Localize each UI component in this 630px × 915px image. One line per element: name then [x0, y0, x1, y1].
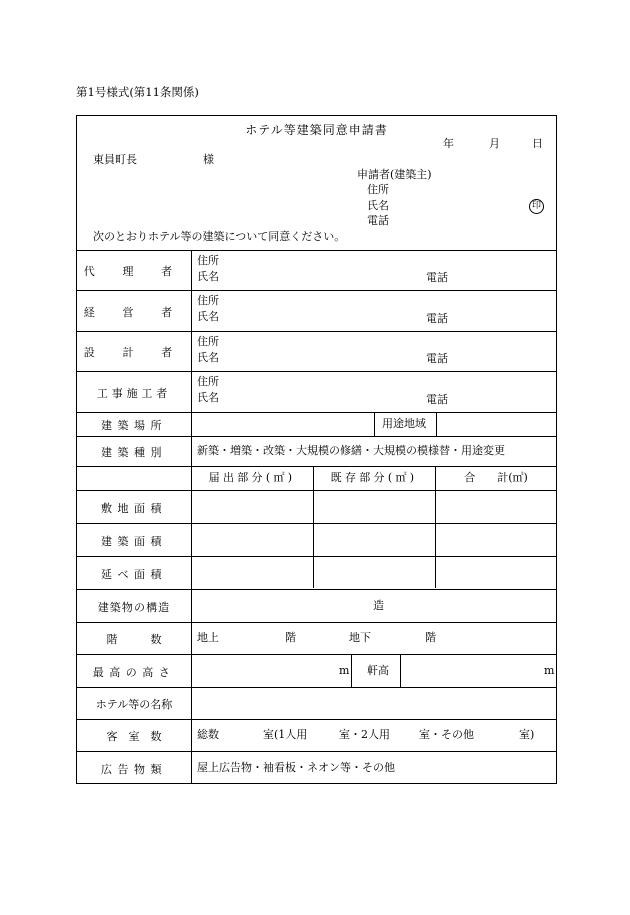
request-text: 次のとおりホテル等の建築について同意ください。: [93, 230, 346, 243]
rooms-other-label: 室・その他: [419, 728, 474, 741]
rooms-total-label: 総数: [197, 728, 219, 741]
seal-mark: 印: [529, 199, 544, 214]
agent-phone-label: 電話: [426, 271, 448, 284]
divider: [77, 490, 556, 491]
building-type-label: 建築種別: [101, 446, 167, 459]
structure-label: 建築物の構造: [97, 601, 171, 614]
divider: [77, 622, 556, 623]
floors-below-unit: 階: [425, 631, 436, 644]
operator-name-label: 氏名: [197, 310, 219, 323]
max-height-label: 最高の高さ: [92, 666, 176, 679]
contractor-address-label: 住所: [197, 375, 219, 388]
applicant-phone-label: 電話: [367, 214, 389, 227]
divider: [351, 654, 352, 687]
form-title: ホテル等建築同意申請書: [245, 123, 388, 137]
site-label: 建築場所: [101, 419, 167, 432]
floors-above-label: 地上: [197, 631, 219, 644]
divider: [400, 654, 401, 687]
divider: [436, 412, 437, 436]
eaves-height-unit: m: [544, 664, 555, 677]
agent-label: 代 理 者: [83, 265, 185, 278]
area-col-existing: 既存部分(㎡): [330, 471, 418, 484]
building-type-options: 新築・増築・改築・大規模の修繕・大規模の模様替・用途変更: [197, 444, 505, 457]
divider: [374, 412, 375, 436]
designer-label: 設 計 者: [83, 346, 185, 359]
floor-area-label: 延べ面積: [101, 568, 167, 581]
addressee-honorific: 様: [203, 153, 214, 166]
rooms-label: 客 室 数: [106, 730, 162, 743]
applicant-name-label: 氏名: [367, 199, 389, 212]
divider: [77, 466, 556, 467]
date-year: 年: [443, 137, 454, 150]
date-month: 月: [489, 137, 500, 150]
agent-address-label: 住所: [197, 254, 219, 267]
rooms-close-label: 室): [519, 728, 535, 741]
building-area-label: 建築面積: [101, 535, 167, 548]
applicant-heading: 申請者(建築主): [357, 168, 432, 181]
divider: [77, 290, 556, 291]
date-day: 日: [532, 137, 543, 150]
designer-address-label: 住所: [197, 335, 219, 348]
signage-options: 屋上広告物・袖看板・ネオン等・その他: [197, 761, 395, 774]
zoning-label: 用途地域: [382, 417, 426, 430]
divider: [77, 589, 556, 590]
divider: [77, 719, 556, 720]
contractor-name-label: 氏名: [197, 391, 219, 404]
divider: [77, 412, 556, 413]
divider: [77, 250, 556, 251]
area-col-notified: 届出部分(㎡): [208, 471, 296, 484]
operator-phone-label: 電話: [426, 312, 448, 325]
divider: [77, 436, 556, 437]
site-area-label: 敷地面積: [101, 502, 167, 515]
divider: [77, 654, 556, 655]
divider: [77, 371, 556, 372]
divider: [77, 523, 556, 524]
contractor-label: 工事施工者: [96, 387, 172, 400]
designer-name-label: 氏名: [197, 351, 219, 364]
rooms-double-label: 室・2人用: [339, 728, 390, 741]
divider: [77, 331, 556, 332]
designer-phone-label: 電話: [426, 352, 448, 365]
contractor-phone-label: 電話: [426, 393, 448, 406]
structure-suffix: 造: [373, 599, 384, 612]
signage-label: 広告物類: [101, 763, 167, 776]
label-column-divider: [191, 250, 192, 783]
operator-label: 経 営 者: [83, 306, 185, 319]
divider: [77, 687, 556, 688]
eaves-height-label: 軒高: [367, 664, 389, 677]
form-number: 第1号様式(第11条関係): [76, 85, 199, 99]
rooms-single-label: 室(1人用: [263, 728, 308, 741]
floors-label: 階 数: [106, 633, 162, 646]
max-height-unit: m: [339, 664, 350, 677]
applicant-address-label: 住所: [367, 183, 389, 196]
floors-below-label: 地下: [349, 631, 371, 644]
divider: [77, 556, 556, 557]
application-form: [76, 115, 557, 784]
floors-above-unit: 階: [285, 631, 296, 644]
operator-address-label: 住所: [197, 294, 219, 307]
divider: [77, 751, 556, 752]
addressee: 東員町長: [93, 153, 137, 166]
hotel-name-label: ホテル等の名称: [95, 698, 173, 711]
area-col-total: 合 計(㎡): [464, 471, 528, 484]
agent-name-label: 氏名: [197, 270, 219, 283]
